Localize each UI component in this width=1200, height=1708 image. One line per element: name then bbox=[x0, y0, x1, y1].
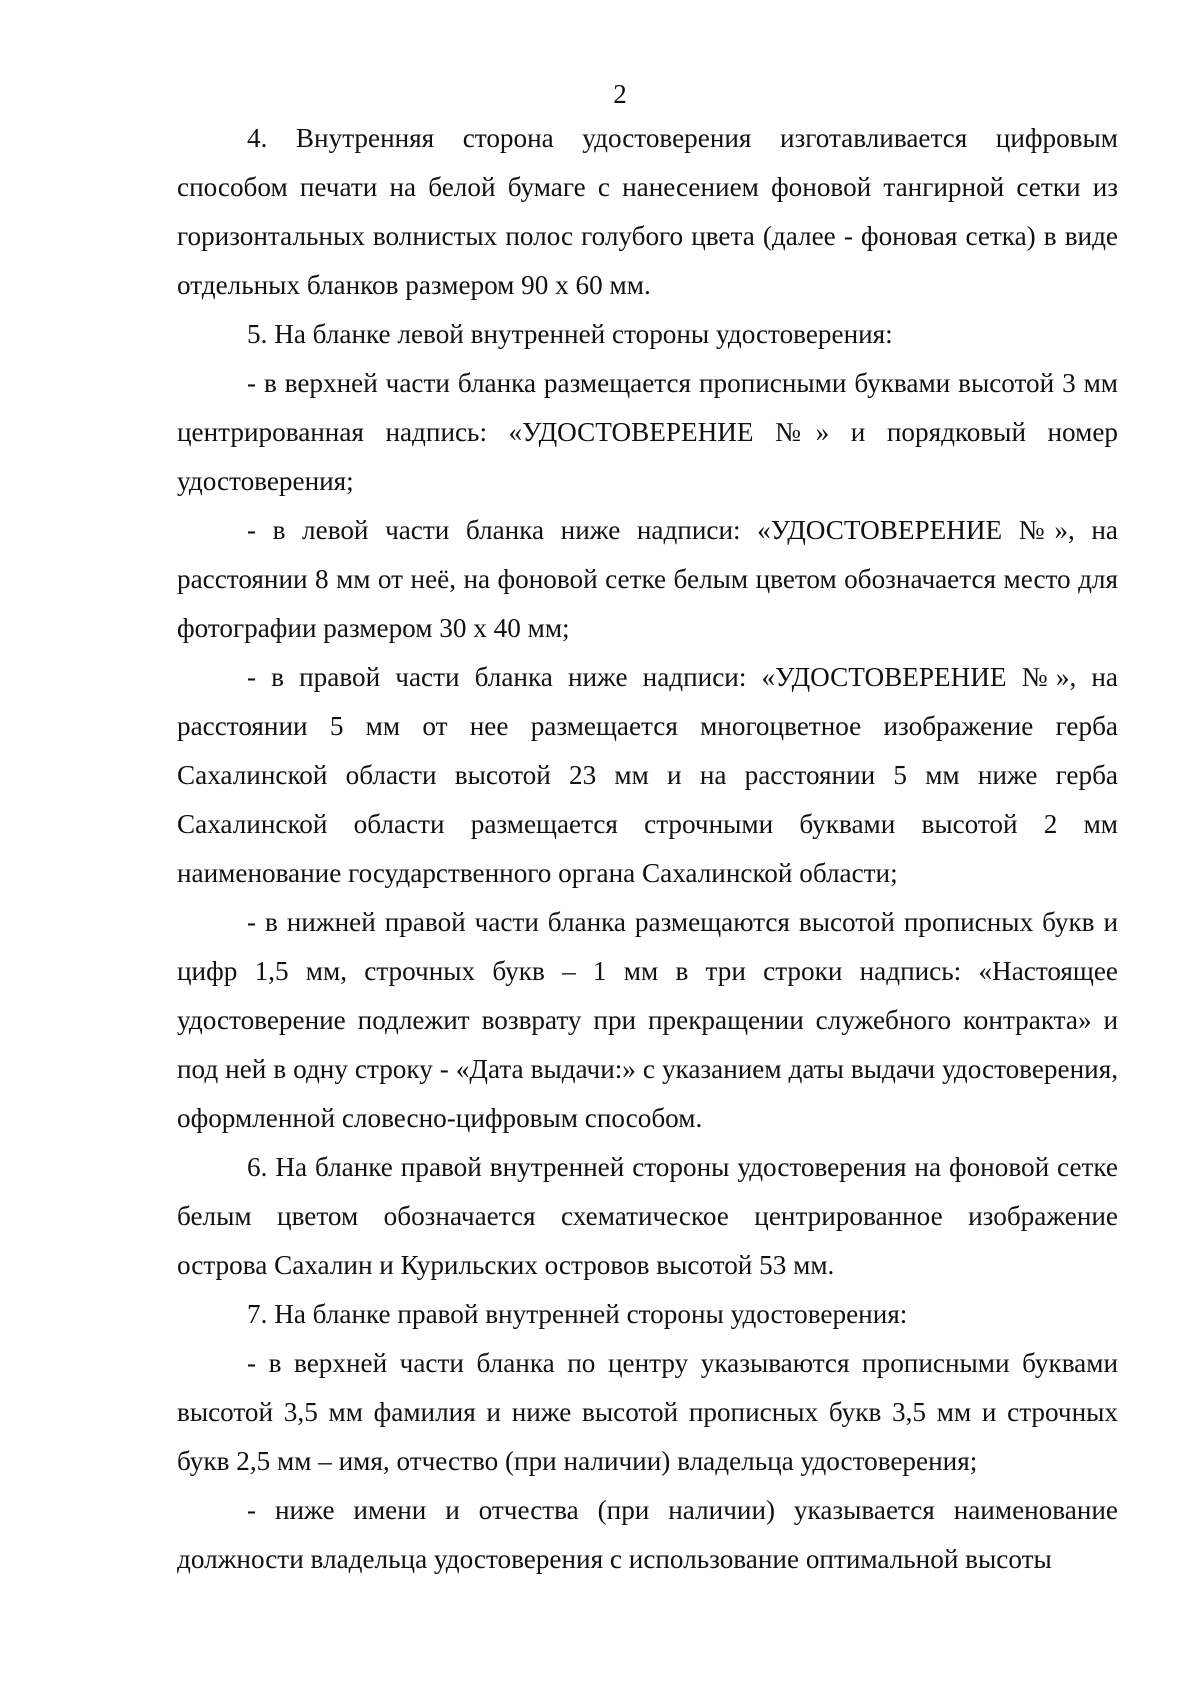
paragraph-5-left-side-heading: 5. На бланке левой внутренней стороны удостоверения: bbox=[247, 319, 893, 349]
paragraph-5-right-part: - в правой части бланка ниже надписи: «УДОСТОВЕРЕНИЕ №», на расстоянии 5 мм от нее размещается многоцветное изображение герба Сахалинской области высотой 23 мм и на расстоянии 5 мм ниже герба Сахалинской области размещается строчными буквами высотой 2 мм наименование государственного органа Сахалинской области; bbox=[177, 662, 1118, 888]
paragraph-5-top-part: - в верхней части бланка размещается прописными буквами высотой 3 мм центрированная надпись: «УДОСТОВЕРЕНИЕ №» и порядковый номер удостоверения; bbox=[177, 368, 1118, 496]
paragraph-7-right-side-heading: 7. На бланке правой внутренней стороны удостоверения: bbox=[247, 1299, 908, 1329]
paragraph-5-bottom-right-part: - в нижней правой части бланка размещаются высотой прописных букв и цифр 1,5 мм, строчных букв – 1 мм в три строки надпись: «Настоящее удостоверение подлежит возврату при прекращении служебного контракта» и под ней в одну строку - «Дата выдачи:» с указанием даты выдачи удостоверения, оформленной словесно-цифровым способом. bbox=[177, 907, 1118, 1133]
document-body bbox=[177, 114, 1118, 1584]
paragraph-6-right-side: 6. На бланке правой внутренней стороны удостоверения на фоновой сетке белым цветом обозначается схематическое центрированное изображение острова Сахалин и Курильских островов высотой 53 мм. bbox=[177, 1152, 1118, 1280]
paragraph-4-inner-side: 4. Внутренняя сторона удостоверения изготавливается цифровым способом печати на белой бумаге с нанесением фоновой тангирной сетки из горизонтальных волнистых полос голубого цвета (далее - фоновая сетка) в виде отдельных бланков размером 90 х 60 мм. bbox=[177, 123, 1118, 300]
paragraph-5-left-part: - в левой части бланка ниже надписи: «УДОСТОВЕРЕНИЕ №», на расстоянии 8 мм от неё, на фоновой сетке белым цветом обозначается место для фотографии размером 30 х 40 мм; bbox=[177, 515, 1118, 643]
page-number: 2 bbox=[613, 79, 627, 109]
paragraph-7-top-part: - в верхней части бланка по центру указываются прописными буквами высотой 3,5 мм фамилия и ниже высотой прописных букв 3,5 мм и строчных букв 2,5 мм – имя, отчество (при наличии) владельца удостоверения; bbox=[177, 1348, 1118, 1476]
paragraph-7-position-name: - ниже имени и отчества (при наличии) указывается наименование должности владельца удостоверения с использование оптимальной высоты bbox=[177, 1495, 1118, 1574]
